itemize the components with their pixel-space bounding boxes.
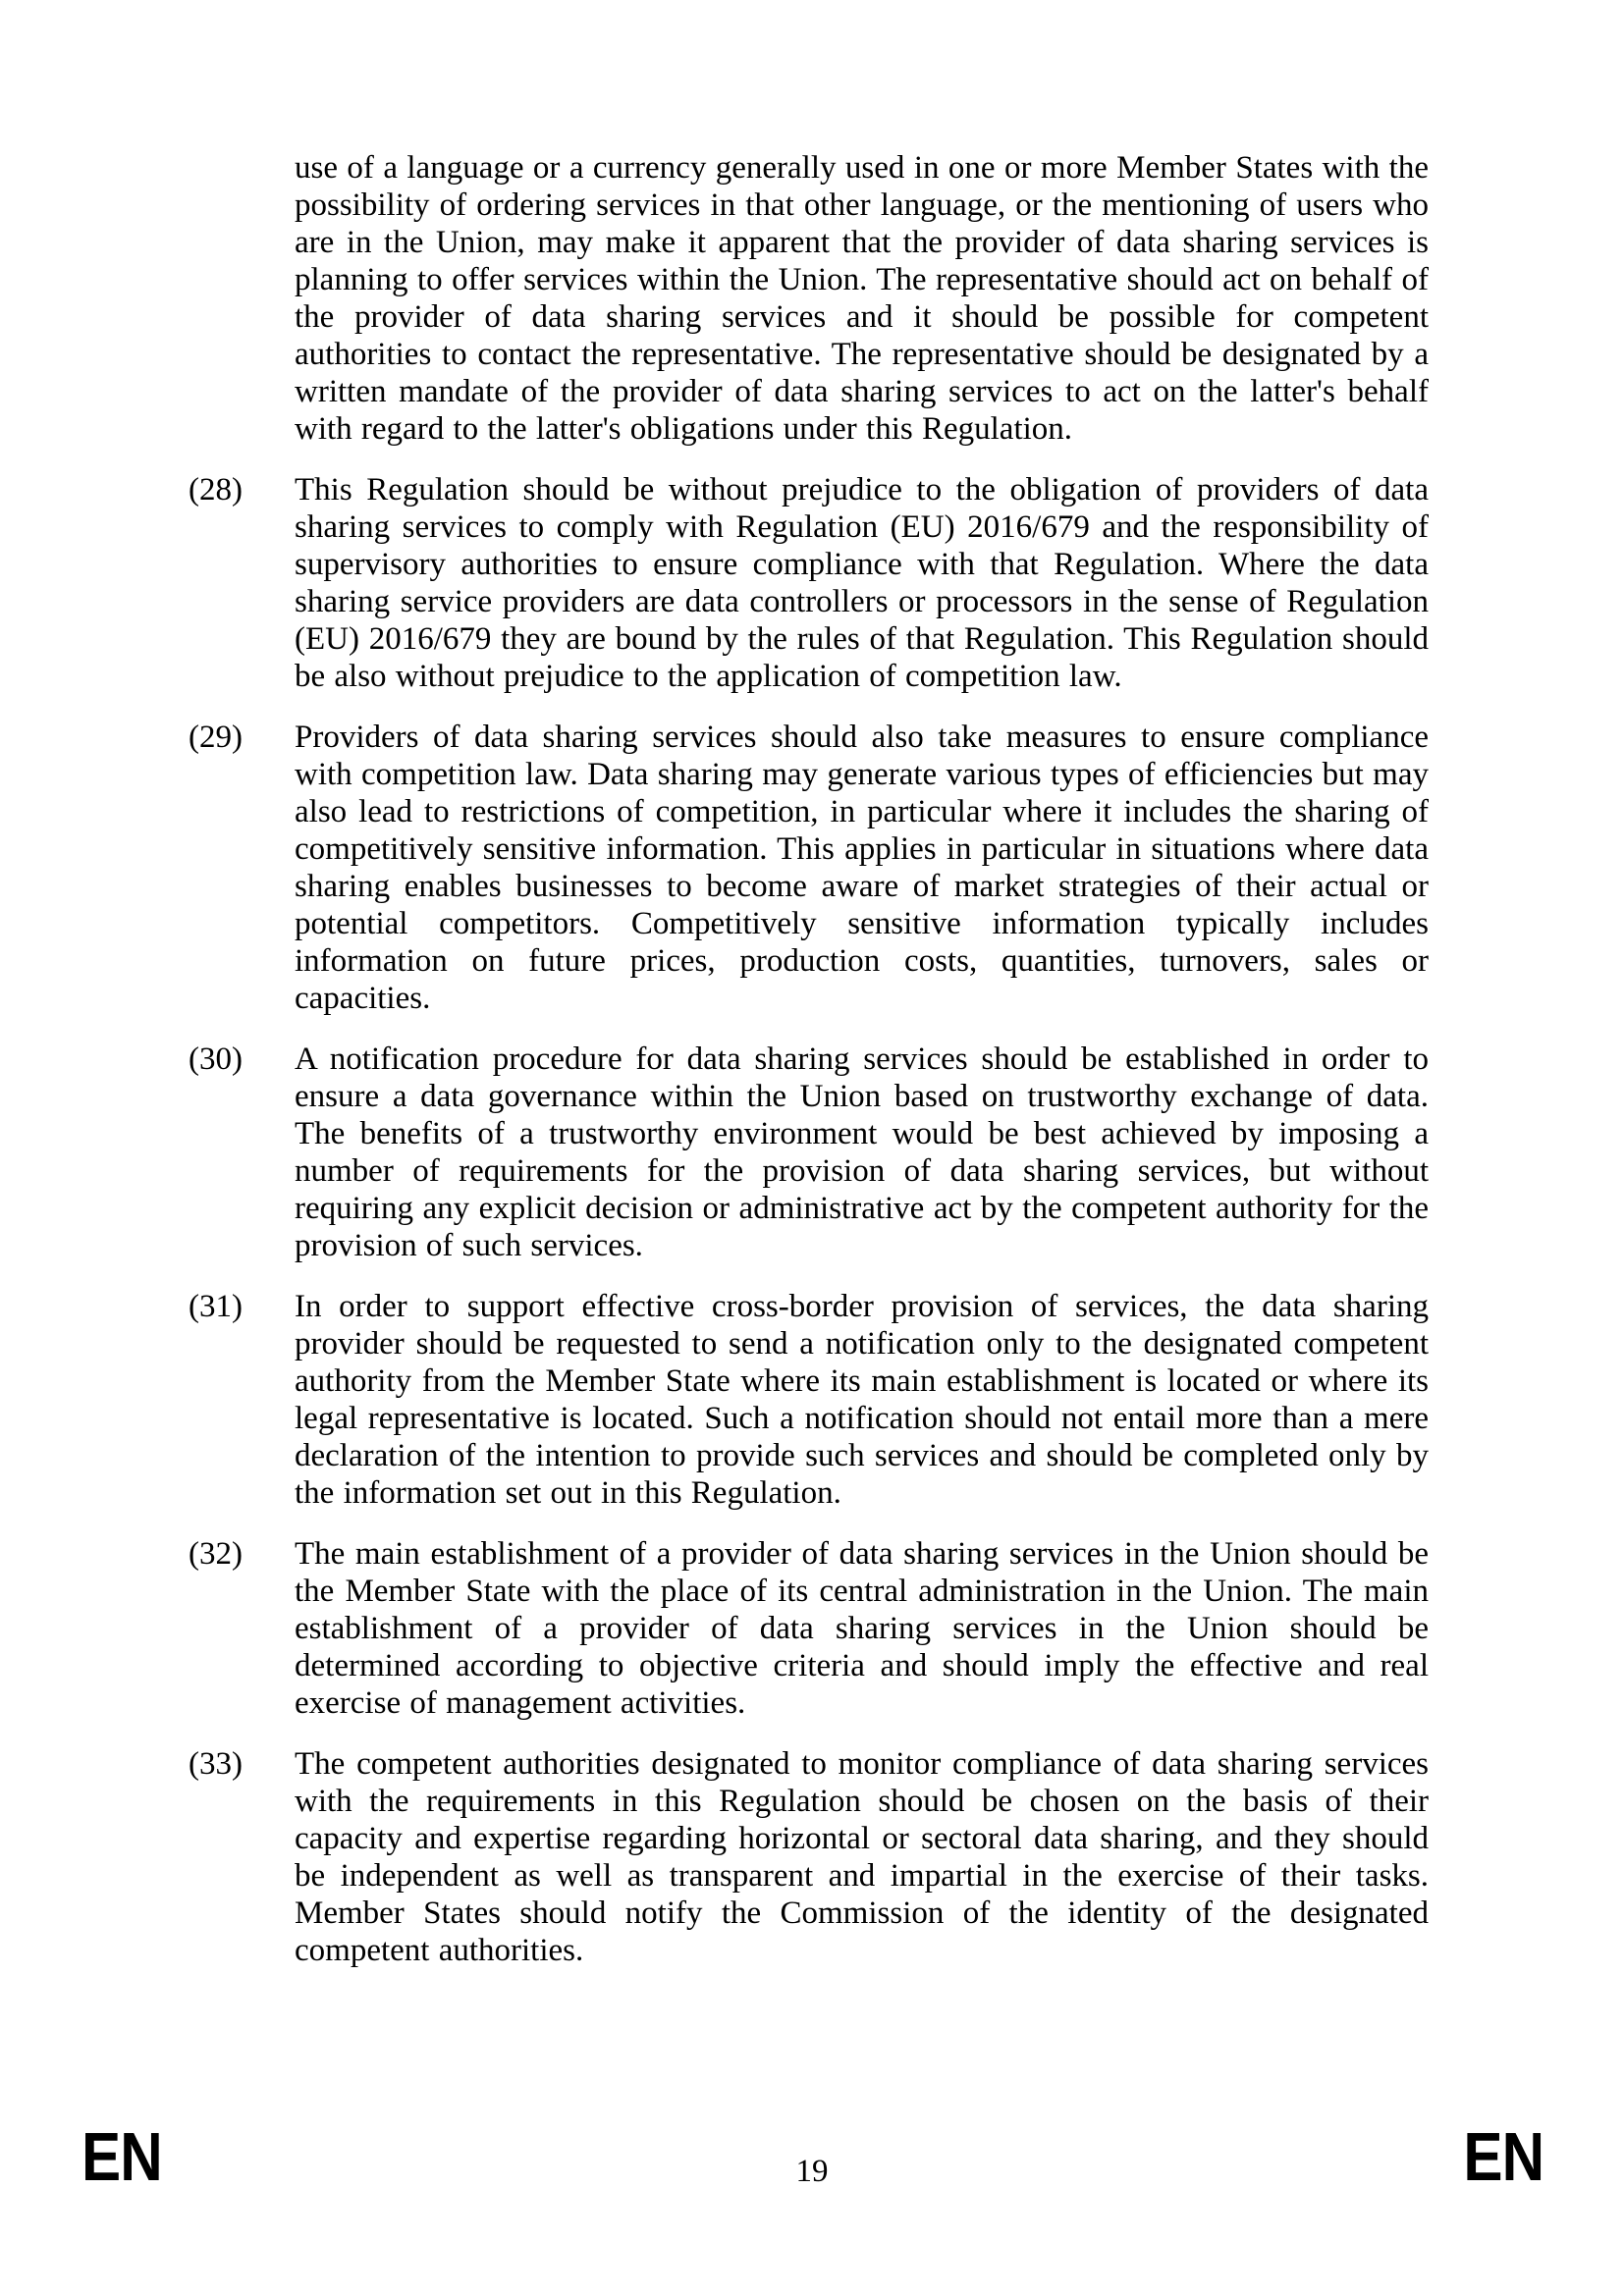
recital-text: The main establishment of a provider of data sharing services in the Union should be the Member State with the place of its central administration in the Union. The main establishment of a provider of data sharing services in the Union should be determined according to objective criteria and should imply the effective and real exercise of management activities. <box>295 1536 1429 1721</box>
recital-31 <box>189 1288 1429 1512</box>
recital-29 <box>189 719 1429 1017</box>
recital-text: A notification procedure for data sharing services should be established in order to ensure a data governance within the Union based on trustworthy exchange of data. The benefits of a trustworthy environment would be best achieved by imposing a number of requirements for the provision of data sharing services, but without requiring any explicit decision or administrative act by the competent authority for the provision of such services. <box>295 1041 1429 1263</box>
recital-number: (32) <box>189 1536 243 1572</box>
recital-33 <box>189 1745 1429 1969</box>
recital-number: (29) <box>189 720 243 755</box>
recital-32 <box>189 1535 1429 1722</box>
paragraph-continuation <box>189 149 1429 448</box>
recital-text: The competent authorities designated to monitor compliance of data sharing services with the requirements in this Regulation should be chosen on the basis of their capacity and expertise regarding horizontal or sectoral data sharing, and they should be independent as well as transparent and impartial in the exercise of their tasks. Member States should notify the Commission of the identity of the designated competent authorities. <box>295 1746 1429 1968</box>
recital-text: Providers of data sharing services should also take measures to ensure compliance with competition law. Data sharing may generate various types of efficiencies but may also lead to restrictions of competition, in particular where it includes the sharing of competitively sensitive information. This applies in particular in situations where data sharing enables businesses to become aware of market strategies of their actual or potential competitors. Competitively sensitive information typically includes information on future prices, production costs, quantities, turnovers, sales or capacities. <box>295 720 1429 1016</box>
recital-text: In order to support effective cross-border provision of services, the data sharing provider should be requested to send a notification only to the designated competent authority from the Member State where its main establishment is located or where its legal representative is located. Such a notification should not entail more than a mere declaration of the intention to provide such services and should be completed only by the information set out in this Regulation. <box>295 1289 1429 1511</box>
page-number: 19 <box>795 2154 829 2189</box>
recital-number: (28) <box>189 472 243 507</box>
recitals-section <box>189 149 1429 1993</box>
language-code-right: EN <box>1463 2118 1543 2195</box>
paragraph-text: use of a language or a currency generally used in one or more Member States with the possibility of ordering services in that other language, or the mentioning of users who are in the Union, may make it apparent that the provider of data sharing services is planning to offer services within the Union. The representative should act on behalf of the provider of data sharing services and it should be possible for competent authorities to contact the representative. The representative should be designated by a written mandate of the provider of data sharing services to act on the latter's behalf with regard to the latter's obligations under this Regulation. <box>295 150 1429 447</box>
recital-number: (33) <box>189 1746 243 1782</box>
recital-number: (30) <box>189 1041 243 1077</box>
recital-text: This Regulation should be without prejudice to the obligation of providers of data sharing services to comply with Regulation (EU) 2016/679 and the responsibility of supervisory authorities to ensure compliance with that Regulation. Where the data sharing service providers are data controllers or processors in the sense of Regulation (EU) 2016/679 they are bound by the rules of that Regulation. This Regulation should be also without prejudice to the application of competition law. <box>295 472 1429 694</box>
recital-30 <box>189 1041 1429 1264</box>
recital-28 <box>189 471 1429 695</box>
recital-number: (31) <box>189 1289 243 1324</box>
language-code-left: EN <box>81 2118 162 2195</box>
